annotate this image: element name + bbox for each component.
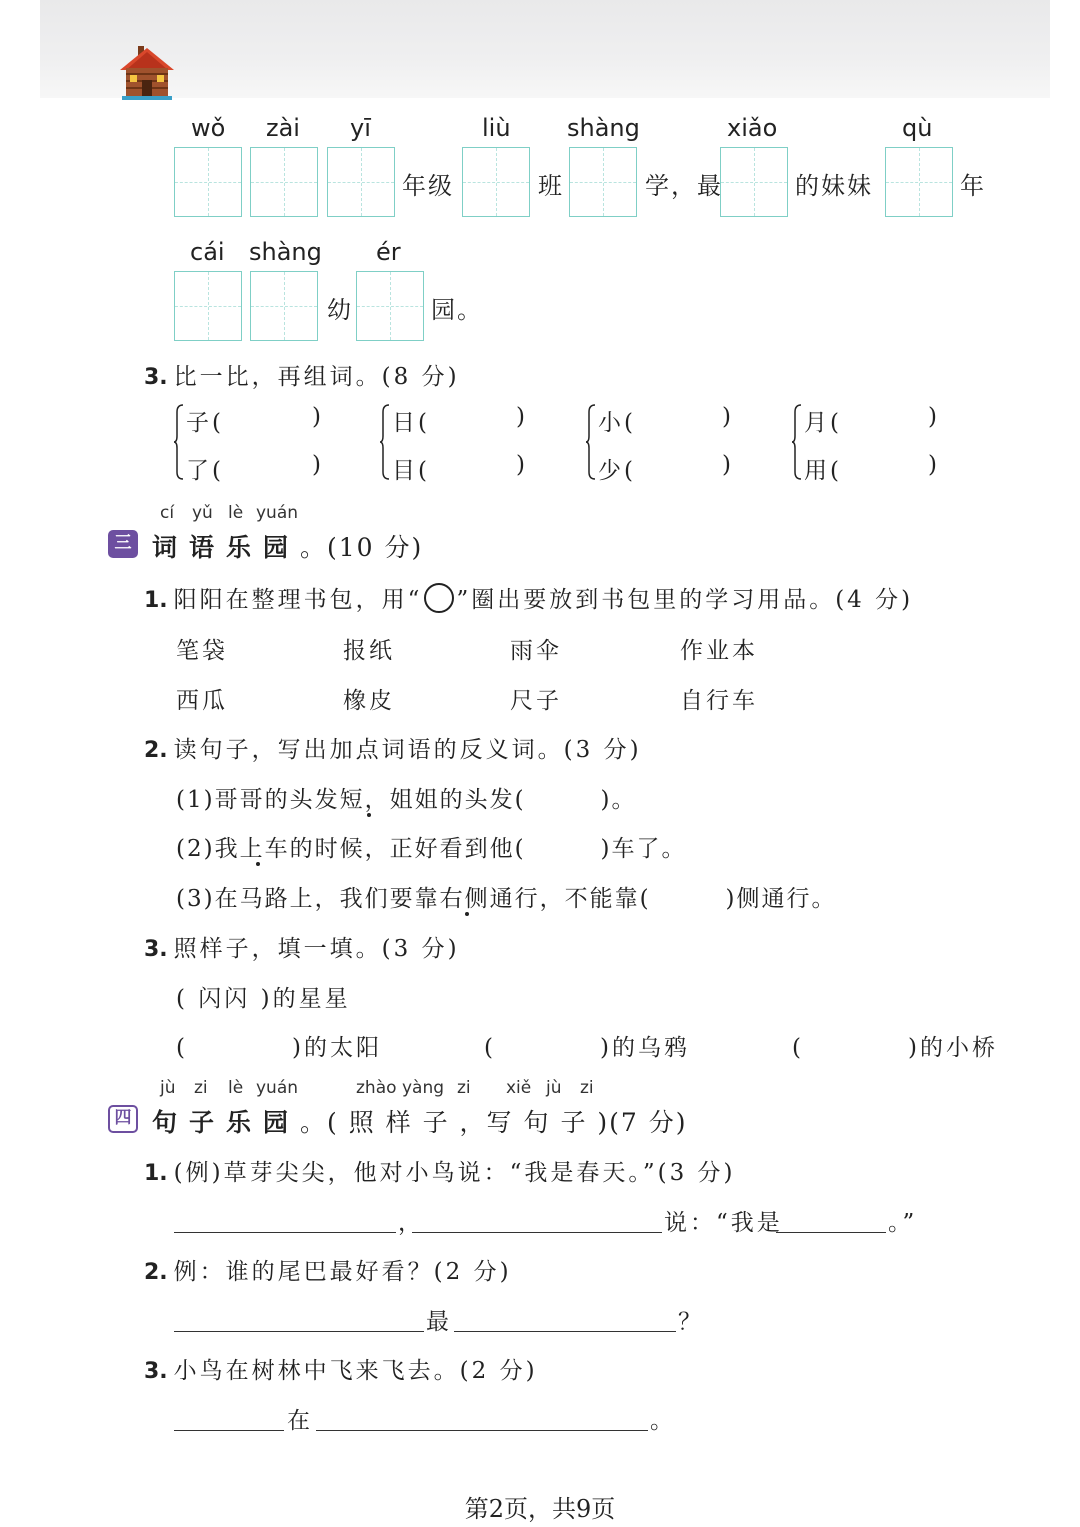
question-number: 1.: [144, 1161, 168, 1186]
close-paren: ): [312, 452, 324, 478]
section4-pinyin: xiě: [506, 1078, 532, 1098]
close-paren: ): [516, 404, 528, 430]
option-item[interactable]: 西瓜: [176, 688, 228, 714]
pinyin-cai: cái: [190, 238, 225, 266]
text-xue-zui: 学，最: [645, 172, 723, 200]
answer-blank[interactable]: [316, 1430, 648, 1431]
s3-q3-fill[interactable]: ( )的乌鸦: [484, 1035, 690, 1061]
option-item[interactable]: 橡皮: [343, 688, 395, 714]
pinyin-shang: shàng: [567, 114, 640, 142]
section4-pinyin: jù: [546, 1078, 562, 1098]
section4-pinyin: jù: [160, 1078, 176, 1098]
option-item[interactable]: 自行车: [680, 688, 758, 714]
close-paren: ): [722, 404, 734, 430]
tianzige-cell[interactable]: [174, 147, 242, 217]
option-item[interactable]: 笔袋: [176, 638, 228, 664]
circle-icon: [424, 583, 454, 613]
s4-q2-end: ？: [678, 1309, 704, 1335]
text-yuan: 园。: [431, 296, 483, 324]
section4-pinyin: zi: [580, 1078, 594, 1098]
section3-pinyin: cí: [160, 503, 175, 523]
s4-q1-text: (例)草芽尖尖，他对小鸟说：“我是春天。”(3 分): [173, 1160, 736, 1186]
brace-icon: [792, 404, 802, 480]
tianzige-cell[interactable]: [250, 147, 318, 217]
option-item[interactable]: 雨伞: [510, 638, 562, 664]
tianzige-cell[interactable]: [720, 147, 788, 217]
s4-q2-title: [144, 1253, 512, 1286]
page-top-band: [40, 0, 1050, 98]
s3-q3-title: [144, 930, 460, 963]
close-paren: ): [928, 452, 940, 478]
s3-q2-sentence-2: (2)我上车的时候，正好看到他( )车了。: [176, 836, 687, 862]
question-number: 1.: [144, 588, 168, 613]
section4-pinyin: yàng: [402, 1078, 445, 1098]
s4-q2-text: 例：谁的尾巴最好看？(2 分): [173, 1259, 512, 1285]
emphasis-dot: [465, 912, 469, 916]
close-paren: ): [722, 452, 734, 478]
brace-icon: [174, 404, 184, 480]
s3-q2-text: 读句子，写出加点词语的反义词。(3 分): [173, 737, 642, 763]
pinyin-zai: zài: [266, 114, 300, 142]
compare-bottom: 用(: [804, 458, 842, 484]
pinyin-qu: qù: [902, 114, 933, 142]
question-number: 2.: [144, 1260, 168, 1285]
s3-q2-sentence-1: (1)哥哥的头发短，姐姐的头发( )。: [176, 787, 637, 813]
question-number: 3.: [144, 1359, 168, 1384]
s4-q1-end: 。”: [888, 1210, 918, 1236]
section3-title-text: 词语乐园: [152, 533, 301, 562]
s4-q3-mid: 在: [287, 1408, 313, 1434]
section3-pinyin: yuán: [256, 503, 299, 523]
section-badge: 三: [108, 530, 138, 558]
answer-blank[interactable]: [174, 1331, 424, 1332]
tianzige-cell[interactable]: [327, 147, 395, 217]
s3-q1-title: [144, 581, 913, 614]
emphasis-dot: [256, 862, 260, 866]
q3-compare-text: 比一比，再组词。(8 分): [173, 364, 460, 390]
text-nian: 年: [960, 172, 986, 200]
text-meimei: 的妹妹: [795, 172, 873, 200]
page-footer: 第2页，共9页: [464, 1495, 616, 1523]
text-ban: 班: [538, 172, 564, 200]
q3-compare-title: [144, 358, 460, 391]
s3-q3-example: ( 闪闪 )的星星: [176, 986, 351, 1012]
s4-q3-end: 。: [650, 1408, 676, 1434]
text-you: 幼: [327, 296, 353, 324]
brace-icon: [586, 404, 596, 480]
brace-icon: [380, 404, 390, 480]
s3-q2-title: [144, 731, 642, 764]
tianzige-cell[interactable]: [356, 271, 424, 341]
compare-top: 子(: [186, 410, 224, 436]
house-icon: [118, 44, 176, 102]
option-item[interactable]: 尺子: [510, 688, 562, 714]
section-badge: 四: [108, 1105, 138, 1133]
question-number: 3.: [144, 937, 168, 962]
section4-title: [152, 1103, 688, 1139]
close-paren: ): [312, 404, 324, 430]
s4-q3-text: 小鸟在树林中飞来飞去。(2 分): [173, 1358, 538, 1384]
s3-q3-fill[interactable]: ( )的小桥: [792, 1035, 998, 1061]
answer-blank[interactable]: [776, 1232, 886, 1233]
question-number: 2.: [144, 738, 168, 763]
compare-bottom: 了(: [186, 458, 224, 484]
compare-top: 月(: [804, 410, 842, 436]
answer-blank[interactable]: [454, 1331, 676, 1332]
section4-pinyin: zi: [457, 1078, 471, 1098]
question-number: 3.: [144, 365, 168, 390]
s4-q3-title: [144, 1352, 538, 1385]
s3-q3-text: 照样子，填一填。(3 分): [173, 936, 460, 962]
tianzige-cell[interactable]: [250, 271, 318, 341]
s3-q3-fill[interactable]: ( )的太阳: [176, 1035, 382, 1061]
section4-pinyin: yuán: [256, 1078, 299, 1098]
section4-title-text: 句子乐园: [152, 1108, 301, 1137]
tianzige-cell[interactable]: [885, 147, 953, 217]
section4-pinyin: lè: [228, 1078, 244, 1098]
tianzige-cell[interactable]: [462, 147, 530, 217]
option-item[interactable]: 报纸: [343, 638, 395, 664]
s3-q1-text-b: ”圈出要放到书包里的学习用品。(4 分): [456, 587, 914, 613]
section4-title-tail: 。( 照 样 子 ，写 句 子 )(7 分): [300, 1108, 688, 1137]
s3-q1-text-a: 阳阳在整理书包，用“: [173, 587, 423, 613]
pinyin-shang2: shàng: [249, 238, 322, 266]
s4-q2-mid: 最: [426, 1309, 452, 1335]
compare-bottom: 少(: [598, 458, 636, 484]
compare-top: 日(: [392, 410, 430, 436]
pinyin-yi: yī: [350, 114, 371, 142]
section4-pinyin: zhào: [356, 1078, 397, 1098]
answer-blank[interactable]: [174, 1232, 396, 1233]
s4-q1-comma: ，: [398, 1210, 424, 1236]
pinyin-xiao: xiǎo: [727, 114, 778, 142]
tianzige-cell[interactable]: [569, 147, 637, 217]
section3-title-tail: 。(10 分): [300, 533, 424, 562]
option-item[interactable]: 作业本: [680, 638, 758, 664]
section3-pinyin: yǔ: [192, 503, 213, 523]
answer-blank[interactable]: [412, 1232, 662, 1233]
text-nianji: 年级: [402, 172, 454, 200]
tianzige-cell[interactable]: [174, 271, 242, 341]
section3-title: [152, 528, 423, 564]
s3-q2-sentence-3: (3)在马路上，我们要靠右侧通行，不能靠( )侧通行。: [176, 886, 837, 912]
section4-pinyin: zi: [194, 1078, 208, 1098]
pinyin-wo: wǒ: [191, 114, 226, 142]
pinyin-er: ér: [376, 238, 401, 266]
s4-q1-title: [144, 1154, 736, 1187]
compare-top: 小(: [598, 410, 636, 436]
emphasis-dot: [367, 813, 371, 817]
section3-pinyin: lè: [228, 503, 244, 523]
close-paren: ): [516, 452, 528, 478]
compare-bottom: 目(: [392, 458, 430, 484]
pinyin-liu: liù: [482, 114, 511, 142]
answer-blank[interactable]: [174, 1430, 284, 1431]
s4-q1-said: 说：“我是: [664, 1210, 783, 1236]
close-paren: ): [928, 404, 940, 430]
